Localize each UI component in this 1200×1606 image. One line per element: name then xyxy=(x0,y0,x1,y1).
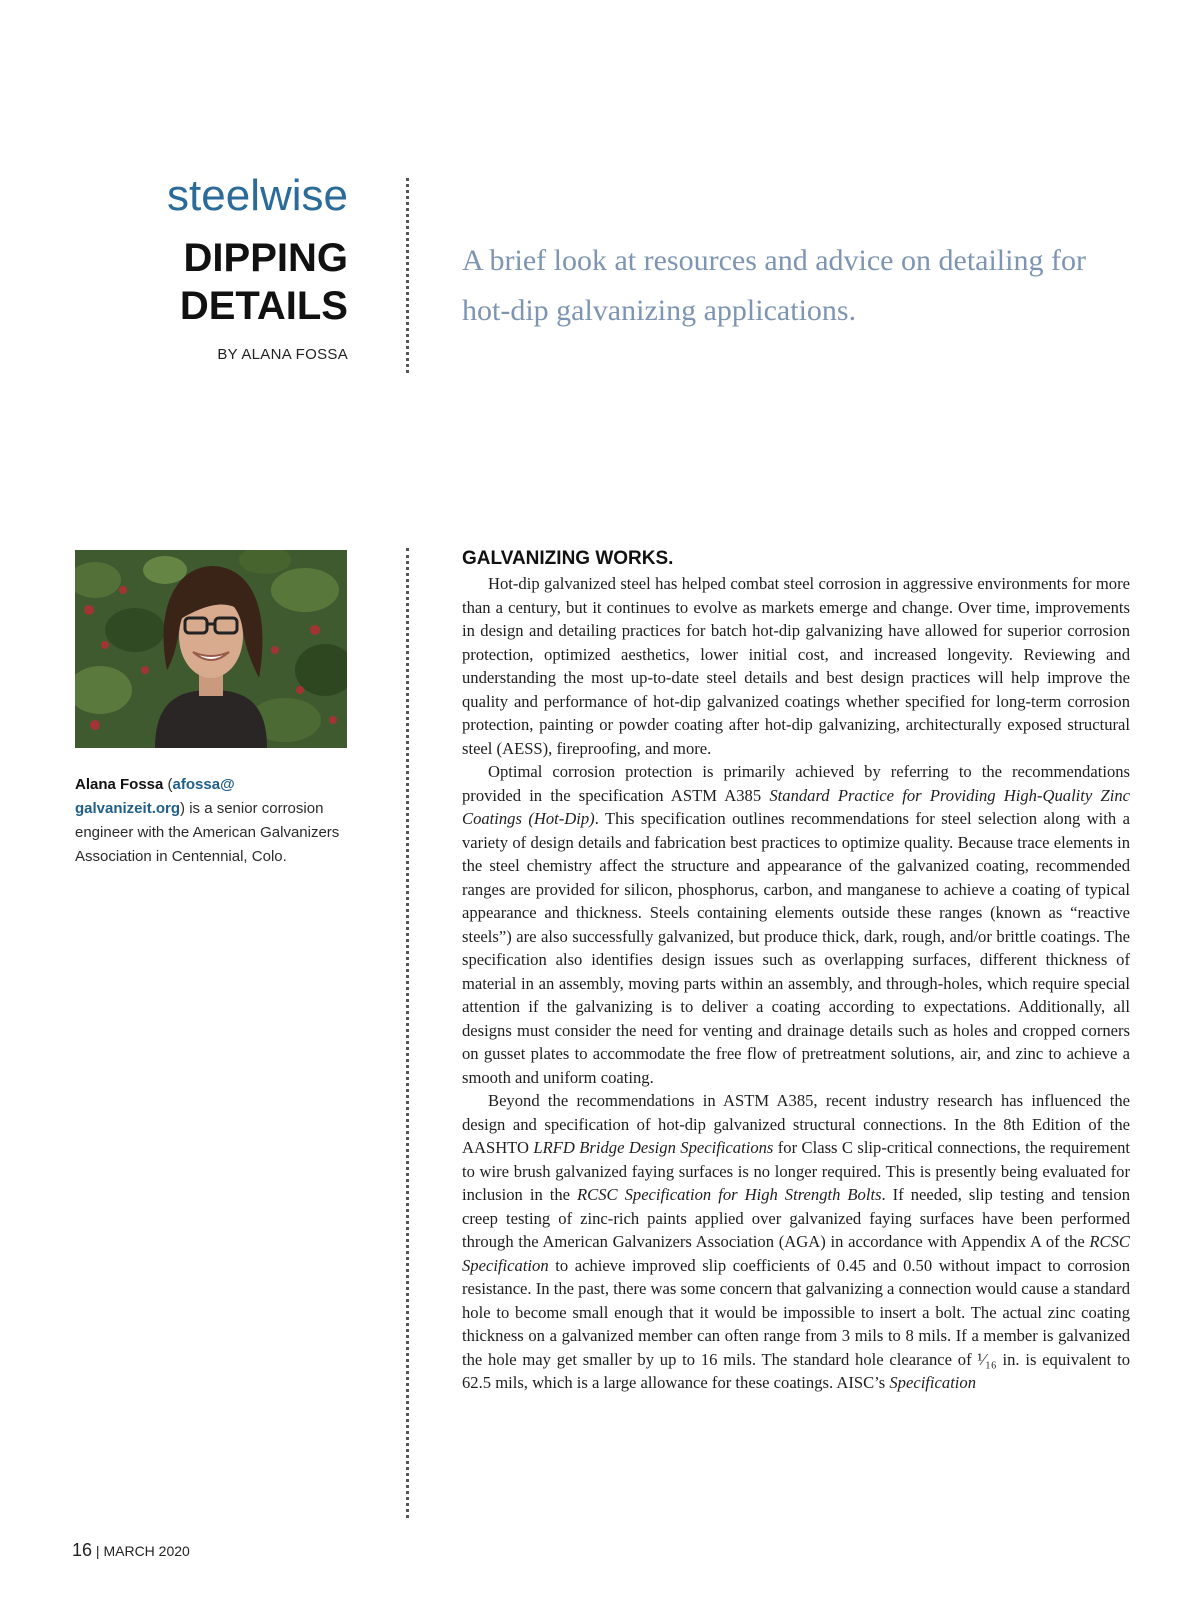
section-heading: GALVANIZING WORKS. xyxy=(462,548,674,569)
p3-text-b: for Class C slip-critical connections, the requirement to wire brush galvanized faying surfaces is no longer required. This is presently being evaluated for inclusion in the xyxy=(462,1138,1130,1204)
page-folio xyxy=(72,1540,190,1561)
issue-date: MARCH 2020 xyxy=(103,1543,190,1559)
article-title xyxy=(167,234,348,330)
article-body xyxy=(462,548,1130,1395)
paragraph-3 xyxy=(462,1089,1130,1395)
p3-text-a: Beyond the recommendations in ASTM A385, recent industry research has influenced the design and specification of hot-dip galvanized structural connections. In the 8th Edition of the AASHTO xyxy=(462,1091,1130,1157)
bio-paren: ( xyxy=(163,776,173,793)
bio-text: ) is a senior corrosion engineer with the American Galvanizers Association in Centennial, Colo. xyxy=(75,800,340,865)
paragraph-2 xyxy=(462,760,1130,1089)
p3-text-d: to achieve improved slip coefficients of 0.45 and 0.50 without impact to corrosion resistance. In the past, there was some concern that galvanizing a connection would cause a standard hole to become small enough that it would be impossible to insert a bolt. The actual zinc coating thickness on a galvanized member can often range from 3 mils to 8 mils. If a member is galvanized the hole may get smaller by up to 16 mils. The standard hole clearance of ¹⁄₁₆ in. is equivalent to 62.5 mils, which is a large allowance for these coatings. AISC’s xyxy=(462,1255,1130,1392)
email-part-2: galvanizeit.org xyxy=(75,800,181,817)
deck-subtitle: A brief look at resources and advice on detailing for hot-dip galvanizing applications. xyxy=(462,244,1086,327)
p3-italic-4: Specification xyxy=(889,1373,977,1392)
paragraph-1: Hot-dip galvanized steel has helped combat steel corrosion in aggressive environments for more than a century, but it continues to evolve as markets emerge and change. Over time, improvements in design and detailing practices for batch hot-dip galvanizing have allowed for superior corrosion protection, optimized aesthetics, lower initial cost, and increased longevity. Reviewing and understanding the most up-to-date steel details and best design practices will help improve the quality and performance of hot-dip galvanized coatings whether specified for long-term corrosion protection, painting or powder coating after hot-dip galvanizing, architecturally exposed structural steel (AESS), fireproofing, and more. xyxy=(462,574,1130,758)
title-line-2: DETAILS xyxy=(179,284,348,329)
email-part-1: afossa@ xyxy=(172,776,235,793)
page-number: 16 xyxy=(72,1540,93,1560)
dotted-divider-bottom xyxy=(406,548,409,1518)
title-line-1: DIPPING xyxy=(183,236,348,281)
p3-italic-2: RCSC Specification for High Strength Bolts xyxy=(577,1185,882,1204)
dotted-divider-top xyxy=(406,178,409,373)
p3-italic-1: LRFD Bridge Design Specifications xyxy=(533,1138,774,1157)
byline: BY ALANA FOSSA xyxy=(217,346,348,364)
author-bio xyxy=(75,773,345,869)
p2-text-a: Optimal corrosion protection is primarily achieved by referring to the recommendations provided in the specification ASTM A385 xyxy=(462,762,1130,805)
p2-text-b: . This specification outlines recommendations for steel selection along with a variety of design details and fabrication best practices to optimize quality. Because trace elements in the steel chemistry affect the structure and appearance of the galvanized coating, recommended ranges are provided for silicon, phosphorus, carbon, and manganese to achieve a coating of typical appearance and thickness. Steels containing elements outside these ranges (known as “reactive steels”) are also successfully galvanized, but produce thick, dark, rough, and/or brittle coatings. The specification also identifies design issues such as overlapping surfaces, different thickness of material in an assembly, moving parts within an assembly, and through-holes, which require special attention if the galvanizing is to deliver a coating according to expectations. Additionally, all designs must consider the need for venting and drainage details such as holes and cropped corners on gusset plates to accommodate the free flow of pretreatment solutions, air, and zinc to achieve a smooth and uniform coating. xyxy=(462,809,1130,1087)
author-name: Alana Fossa xyxy=(75,776,164,793)
p3-italic-3: RCSC Specification xyxy=(462,1232,1130,1275)
p2-italic-title: Standard Practice for Providing High-Quality Zinc Coatings (Hot-Dip) xyxy=(462,785,1130,828)
folio-separator: | xyxy=(92,1543,104,1559)
author-photo xyxy=(75,550,347,748)
header-block xyxy=(167,172,348,363)
p3-text-c: . If needed, slip testing and tension creep testing of zinc-rich paints applied over galvanized faying surfaces have been performed through the American Galvanizers Association (AGA) in accordance with Appendix A of the xyxy=(462,1185,1130,1251)
section-label: steelwise xyxy=(167,171,348,220)
